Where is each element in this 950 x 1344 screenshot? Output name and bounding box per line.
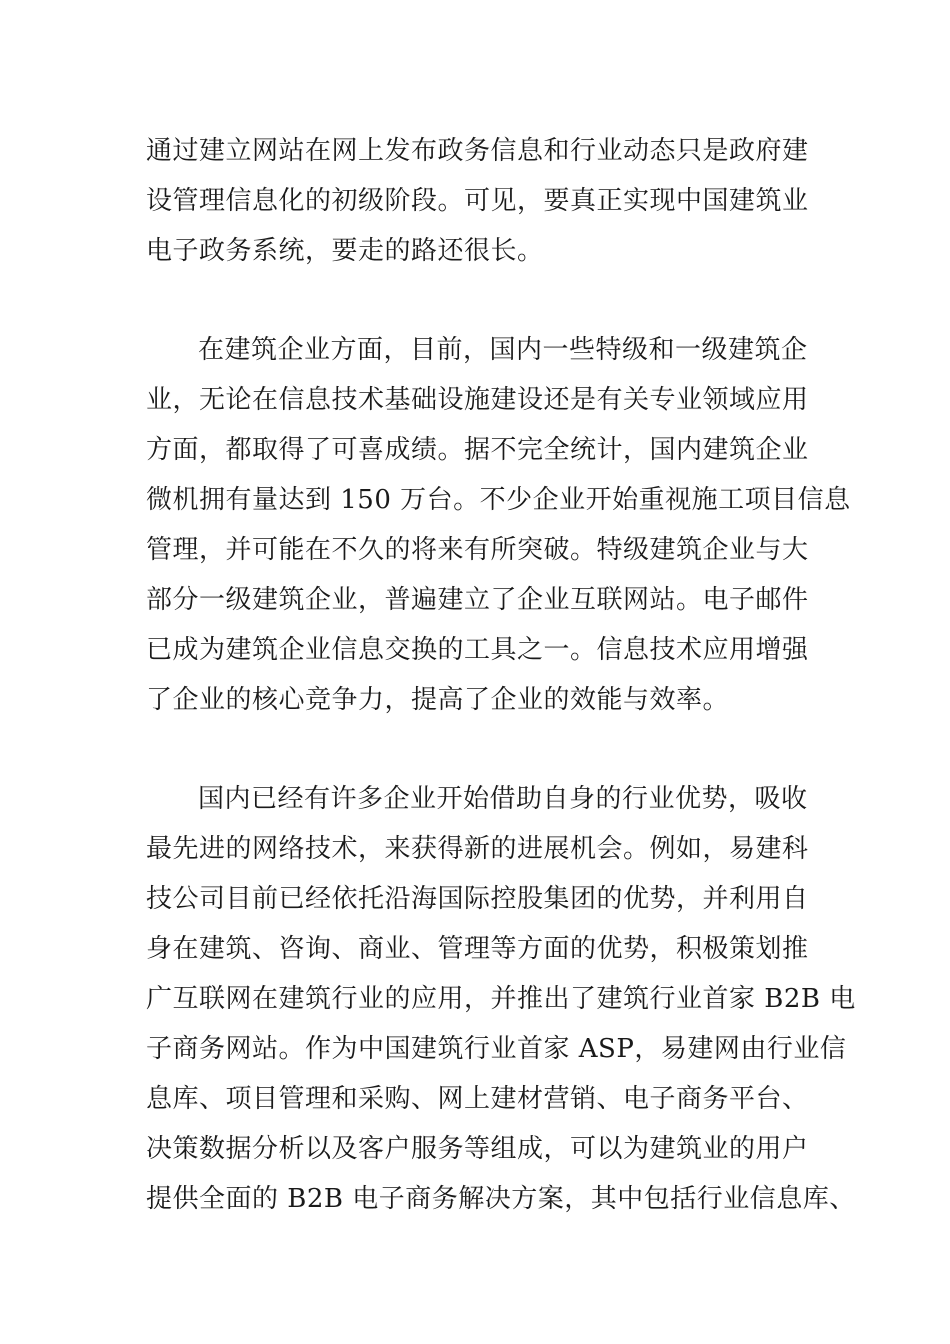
paragraph-3-line-6: 子商务网站。作为中国建筑行业首家 ASP，易建网由行业信 [146,1034,847,1064]
paragraph-3-line-9: 提供全面的 B2B 电子商务解决方案，其中包括行业信息库、 [146,1184,856,1214]
paragraph-2-line-4: 微机拥有量达到 150 万台。不少企业开始重视施工项目信息 [146,485,851,515]
paragraph-3-line-3: 技公司目前已经依托沿海国际控股集团的优势，并利用自 [146,884,809,914]
paragraph-3-line-1: 国内已经有许多企业开始借助自身的行业优势，吸收 [198,784,808,814]
paragraph-3-line-2: 最先进的网络技术，来获得新的进展机会。例如，易建科 [146,834,809,864]
paragraph-1-line-3: 电子政务系统，要走的路还很长。 [146,236,544,266]
paragraph-3-line-8: 决策数据分析以及客户服务等组成，可以为建筑业的用户 [146,1134,809,1164]
paragraph-2-line-8: 了企业的核心竞争力，提高了企业的效能与效率。 [146,685,730,715]
paragraph-2-line-7: 已成为建筑企业信息交换的工具之一。信息技术应用增强 [146,635,809,665]
paragraph-2-line-2: 业，无论在信息技术基础设施建设还是有关专业领域应用 [146,385,809,415]
paragraph-2-line-3: 方面，都取得了可喜成绩。据不完全统计，国内建筑企业 [146,435,809,465]
paragraph-1-line-1: 通过建立网站在网上发布政务信息和行业动态只是政府建 [146,136,809,166]
paragraph-2-line-6: 部分一级建筑企业，普遍建立了企业互联网站。电子邮件 [146,585,809,615]
paragraph-1-line-2: 设管理信息化的初级阶段。可见，要真正实现中国建筑业 [146,186,809,216]
paragraph-3-line-7: 息库、项目管理和采购、网上建材营销、电子商务平台、 [146,1084,809,1114]
paragraph-2-line-5: 管理，并可能在不久的将来有所突破。特级建筑企业与大 [146,535,809,565]
paragraph-3-line-5: 广互联网在建筑行业的应用，并推出了建筑行业首家 B2B 电 [146,984,856,1014]
paragraph-2-line-1: 在建筑企业方面，目前，国内一些特级和一级建筑企 [198,335,808,365]
paragraph-3-line-4: 身在建筑、咨询、商业、管理等方面的优势，积极策划推 [146,934,809,964]
